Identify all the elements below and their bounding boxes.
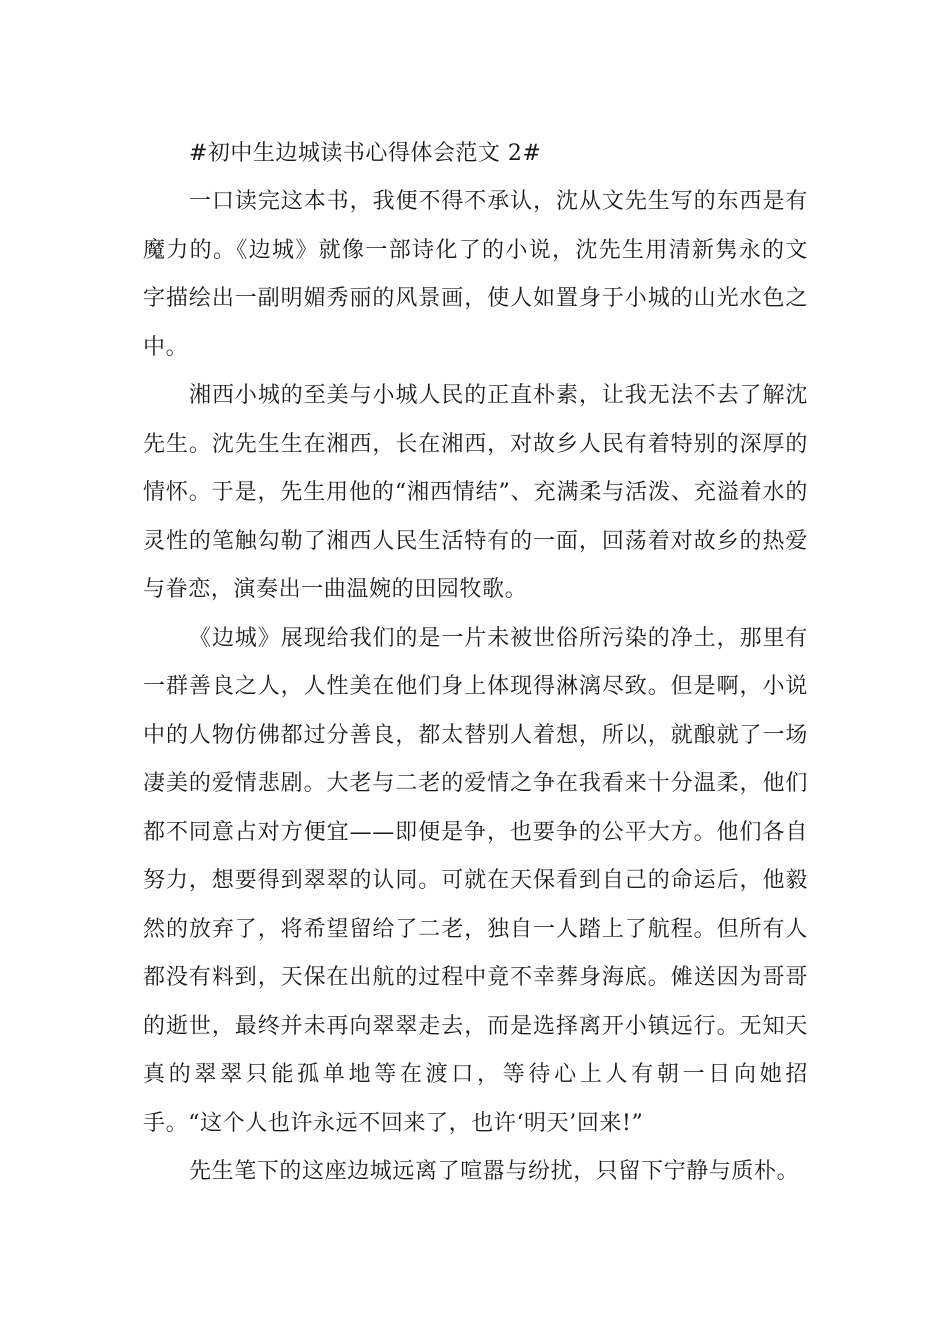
paragraph-3: 《边城》展现给我们的是一片未被世俗所污染的净土，那里有一群善良之人，人性美在他们身上体现得淋漓尽致。但是啊，小说中的人物仿佛都过分善良，都太替别人着想，所以，就酿就了一场凄美的爱情悲剧。大老与二老的爱情之争在我看来十分温柔，他们都不同意占对方便宜——即便是争，也要争的公平大方。他们各自努力，想要得到翠翠的认同。可就在天保看到自己的命运后，他毅然的放弃了，将希望留给了二老，独自一人踏上了航程。但所有人都没有料到，天保在出航的过程中竟不幸葬身海底。傩送因为哥哥的逝世，最终并未再向翠翠走去，而是选择离开小镇远行。无知天真的翠翠只能孤单地等在渡口，等待心上人有朝一日向她招手。“这个人也许永远不回来了，也许‘明天’回来!”: [143, 625, 808, 1136]
paragraph-2: 湘西小城的至美与小城人民的正直朴素，让我无法不去了解沈先生。沈先生生在湘西，长在湘西，对故乡人民有着特别的深厚的情怀。于是，先生用他的“湘西情结”、充满柔与活泼、充溢着水的灵性的笔触勾勒了湘西人民生活特有的一面，回荡着对故乡的热爱与眷恋，演奏出一曲温婉的田园牧歌。: [143, 383, 808, 602]
section-heading: #初中生边城读书心得体会范文 2#: [189, 141, 542, 166]
document-body: [143, 130, 808, 1197]
paragraph-4: 先生笔下的这座边城远离了喧嚣与纷扰，只留下宁静与质朴。: [189, 1159, 800, 1184]
paragraph-1: 一口读完这本书，我便不得不承认，沈从文先生写的东西是有魔力的。《边城》就像一部诗化了的小说，沈先生用清新隽永的文字描绘出一副明媚秀丽的风景画，使人如置身于小城的山光水色之中。: [143, 189, 808, 360]
